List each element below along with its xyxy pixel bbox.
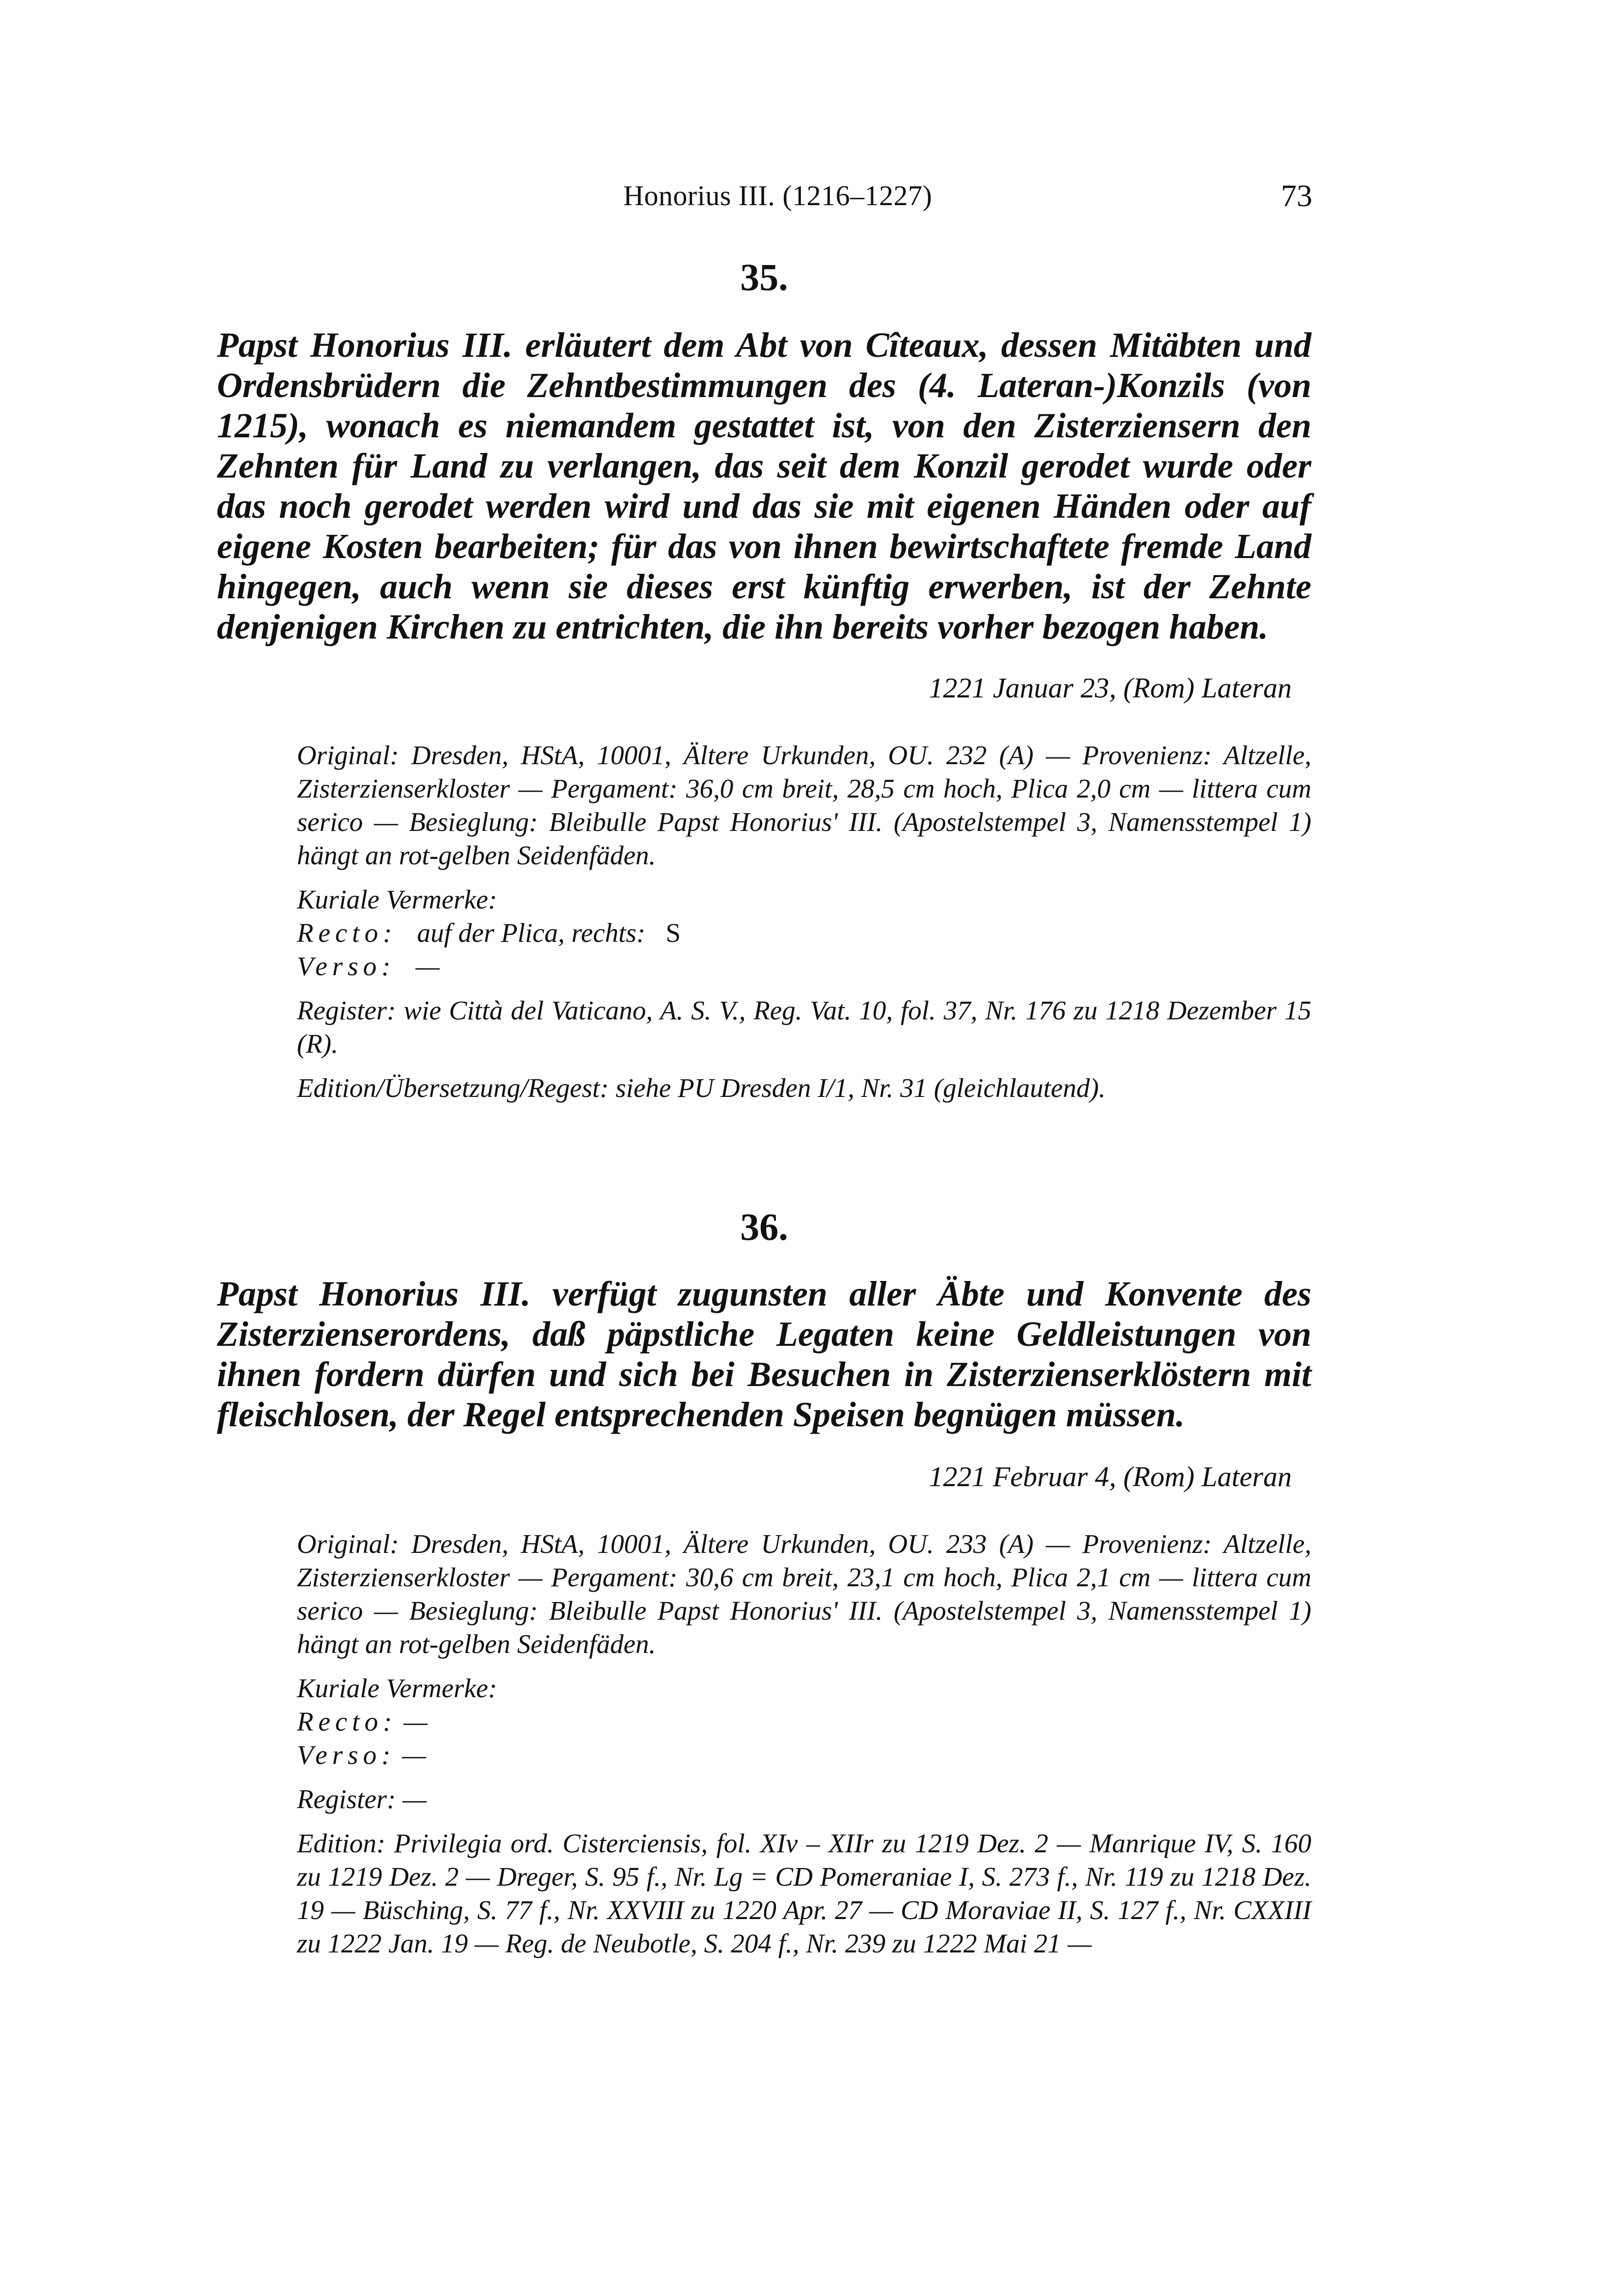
document-36 <box>217 1205 1311 1971</box>
document-number: 36. <box>740 1205 788 1248</box>
original-note: Original: Dresden, HStA, 10001, Ältere Urkunden, OU. 232 (A) — Provenienz: Altzelle, Zisterzienserkloster — Pergament: 36,0 cm breit, 28,5 cm hoch, Plica 2,0 cm — littera cum serico — Besieglung: Bleibulle Papst Honorius' III. (Apostelstempel 3, Namensstempel 1) hängt an rot-gelben Seidenfäden. <box>297 740 1311 870</box>
regest-text: Papst Honorius III. erläutert dem Abt von Cîteaux, dessen Mitäbten und Ordensbrüdern die Zehntbestimmungen des (4. Lateran-)Konzils (von 1215), wonach es niemandem gestattet ist, von den Zisterziensern den Zehnten für Land zu verlangen, das seit dem Konzil gerodet wurde oder das noch gerodet werden wird und das sie mit eigenen Händen oder auf eigene Kosten bearbeiten; für das von ihnen bewirtschaftete fremde Land hingegen, auch wenn sie dieses erst künftig erwerben, ist der Zehnte denjenigen Kirchen zu entrichten, die ihn bereits vorher bezogen haben. <box>217 325 1311 646</box>
dating-line: 1221 Februar 4, (Rom) Lateran <box>929 1461 1292 1493</box>
archival-notes <box>297 1527 1311 1960</box>
register-note: Register: wie Città del Vaticano, A. S. V., Reg. Vat. 10, fol. 37, Nr. 176 zu 1218 Dezember 15 (R). <box>297 995 1311 1059</box>
page-number: 73 <box>1281 178 1312 213</box>
verso-label: Verso: <box>297 951 396 981</box>
verso-note <box>297 950 1311 983</box>
curial-notes-label: Kuriale Vermerke: <box>297 884 497 914</box>
recto-note <box>297 1705 1311 1738</box>
document-number: 35. <box>740 256 788 298</box>
register-note: Register: — <box>297 1784 427 1814</box>
dating-line: 1221 Januar 23, (Rom) Lateran <box>929 672 1292 704</box>
edition-note: Edition/Übersetzung/Regest: siehe PU Dresden I/1, Nr. 31 (gleichlautend). <box>297 1073 1106 1103</box>
recto-label: Recto: <box>297 918 397 948</box>
verso-value: — <box>415 951 440 981</box>
document-35 <box>217 255 1311 1116</box>
recto-value: auf der Plica, rechts: <box>417 918 646 948</box>
recto-label: Recto: <box>297 1707 397 1736</box>
recto-mark: S <box>665 918 681 948</box>
verso-value: — <box>402 1740 426 1770</box>
verso-note <box>297 1738 1311 1772</box>
running-header-title: Honorius III. (1216–1227) <box>623 180 932 212</box>
edition-note: Edition: Privilegia ord. Cisterciensis, fol. XIv – XIIr zu 1219 Dez. 2 — Manrique IV, S. 160 zu 1219 Dez. 2 — Dreger, S. 95 f., Nr. Lg = CD Pomeraniae I, S. 273 f., Nr. 119 zu 1218 Dez. 19 — Büsching, S. 77 f., Nr. XXVIII zu 1220 Apr. 27 — CD Moraviae II, S. 127 f., Nr. CXXIII zu 1222 Jan. 19 — Reg. de Neubotle, S. 204 f., Nr. 239 zu 1222 Mai 21 — <box>297 1828 1311 1958</box>
verso-label: Verso: <box>297 1740 396 1770</box>
curial-notes <box>297 1672 1311 1772</box>
curial-notes-label: Kuriale Vermerke: <box>297 1673 497 1703</box>
recto-value: — <box>403 1707 428 1736</box>
recto-note <box>297 916 1311 950</box>
archival-notes <box>297 739 1311 1105</box>
regest-text: Papst Honorius III. verfügt zugunsten aller Äbte und Konvente des Zisterzienserordens, daß päpstliche Legaten keine Geldleistungen von ihnen fordern dürfen und sich bei Besuchen in Zisterzienserklöstern mit fleischlosen, der Regel entsprechenden Speisen begnügen müssen. <box>217 1274 1311 1434</box>
original-note: Original: Dresden, HStA, 10001, Ältere Urkunden, OU. 233 (A) — Provenienz: Altzelle, Zisterzienserkloster — Pergament: 30,6 cm breit, 23,1 cm hoch, Plica 2,1 cm — littera cum serico — Besieglung: Bleibulle Papst Honorius' III. (Apostelstempel 3, Namensstempel 1) hängt an rot-gelben Seidenfäden. <box>297 1529 1311 1659</box>
curial-notes <box>297 883 1311 983</box>
